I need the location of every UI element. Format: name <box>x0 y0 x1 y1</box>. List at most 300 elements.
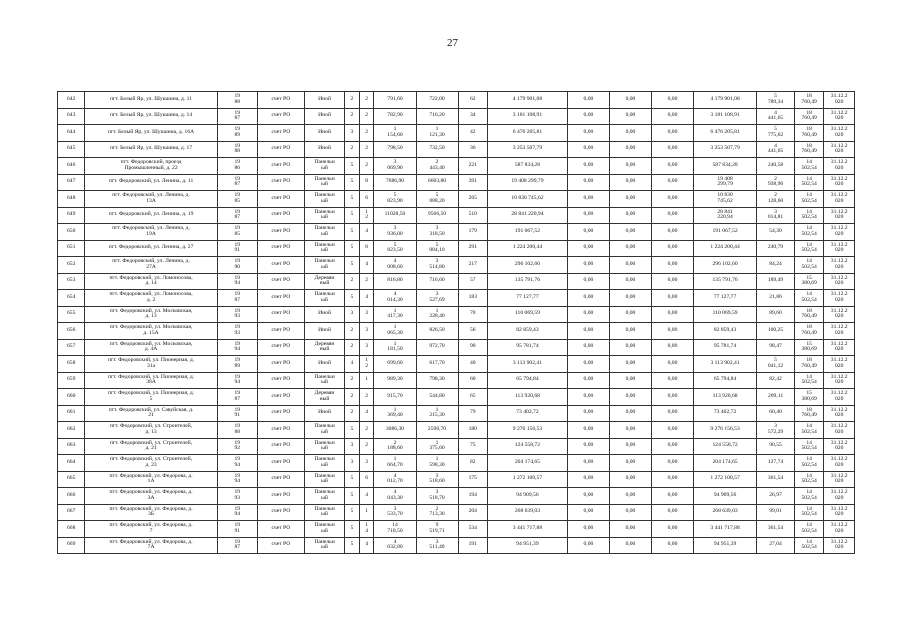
total-cost-cell: 95 781,74 <box>487 339 567 356</box>
row-number-cell: 654 <box>58 290 85 307</box>
total-cost-cell: 6 476 205,81 <box>487 125 567 142</box>
limit-cost-per-sqm-cell: 18 760,49 <box>794 141 823 158</box>
total-cost-cell: 65 794,84 <box>487 372 567 389</box>
residents-cell: 90 <box>458 339 487 356</box>
cost-per-sqm-cell: 361,54 <box>757 471 795 488</box>
floors-cell: 5 <box>345 191 360 208</box>
total-area-cell: 3 533,70 <box>374 504 416 521</box>
year-built-cell: 19 87 <box>217 389 257 406</box>
floors-cell: 5 <box>345 240 360 257</box>
living-area-cell: 2596,70 <box>416 422 458 439</box>
federal-funds-cell: 0,00 <box>567 125 609 142</box>
regional-funds-cell: 0,00 <box>609 438 651 455</box>
total-area-cell: 5 823,90 <box>374 191 416 208</box>
local-funds-cell: 0,00 <box>651 273 693 290</box>
living-area-cell: 716,60 <box>416 273 458 290</box>
local-funds-cell: 0,00 <box>651 158 693 175</box>
row-number-cell: 666 <box>58 488 85 505</box>
floors-cell: 5 <box>345 174 360 191</box>
local-funds-cell: 0,00 <box>651 92 693 109</box>
floors-cell: 2 <box>345 389 360 406</box>
living-area-cell: 1 228,40 <box>416 306 458 323</box>
total-cost-cell: 135 791,76 <box>487 273 567 290</box>
local-funds-cell: 0,00 <box>651 537 693 554</box>
total-area-cell: 1 065,30 <box>374 323 416 340</box>
local-funds-cell: 0,00 <box>651 323 693 340</box>
floors-cell: 5 <box>345 537 360 554</box>
living-area-cell: 3 514,80 <box>416 257 458 274</box>
limit-cost-per-sqm-cell: 14 502,54 <box>794 438 823 455</box>
owner-funds-cell: 95 781,74 <box>694 339 757 356</box>
total-cost-cell: 3 113 902,41 <box>487 356 567 373</box>
entrances-cell: 1 <box>359 504 374 521</box>
total-area-cell: 3 069,90 <box>374 158 416 175</box>
address-cell: пгт. Федоровский, ул. Московская, д. 13 <box>85 306 217 323</box>
living-area-cell: 6603,80 <box>416 174 458 191</box>
total-cost-cell: 587 834,28 <box>487 158 567 175</box>
table-row <box>58 191 855 208</box>
entrances-cell: 4 <box>359 537 374 554</box>
address-cell: пгт. Федоровский, ул. Ленина, д. 13А <box>85 191 217 208</box>
total-area-cell: 1 154,60 <box>374 125 416 142</box>
regional-funds-cell: 0,00 <box>609 422 651 439</box>
entrances-cell: 1 <box>359 372 374 389</box>
address-cell: пгт. Федоровский, ул. Ленина, д. 19А <box>85 224 217 241</box>
owner-funds-cell: 1 272 100,57 <box>694 471 757 488</box>
year-built-cell: 19 85 <box>217 224 257 241</box>
planned-completion-date-cell: 31.12.2 020 <box>824 339 855 356</box>
owner-funds-cell: 10 830 745,62 <box>694 191 757 208</box>
local-funds-cell: 0,00 <box>651 257 693 274</box>
fund-method-cell: счет РО <box>257 240 304 257</box>
cost-per-sqm-cell: 99,01 <box>757 504 795 521</box>
owner-funds-cell: 191 067,52 <box>694 224 757 241</box>
limit-cost-per-sqm-cell: 15 380,69 <box>794 273 823 290</box>
federal-funds-cell: 0,00 <box>567 422 609 439</box>
fund-method-cell: счет РО <box>257 537 304 554</box>
table-row <box>58 389 855 406</box>
table-row <box>58 141 855 158</box>
limit-cost-per-sqm-cell: 14 502,54 <box>794 471 823 488</box>
federal-funds-cell: 0,00 <box>567 273 609 290</box>
address-cell: пгт. Федоровский, ул. Савуйская, д. 21 <box>85 405 217 422</box>
regional-funds-cell: 0,00 <box>609 125 651 142</box>
residents-cell: 175 <box>458 471 487 488</box>
owner-funds-cell: 3 181 108,91 <box>694 108 757 125</box>
living-area-cell: 798,30 <box>416 372 458 389</box>
living-area-cell: 722,00 <box>416 92 458 109</box>
owner-funds-cell: 124 558,72 <box>694 438 757 455</box>
total-cost-cell: 124 558,72 <box>487 438 567 455</box>
row-number-cell: 650 <box>58 224 85 241</box>
total-cost-cell: 19 408 299,79 <box>487 174 567 191</box>
local-funds-cell: 0,00 <box>651 438 693 455</box>
living-area-cell: 3 511,40 <box>416 537 458 554</box>
cost-per-sqm-cell: 189,49 <box>757 273 795 290</box>
row-number-cell: 660 <box>58 389 85 406</box>
row-number-cell: 661 <box>58 405 85 422</box>
row-number-cell: 652 <box>58 257 85 274</box>
total-cost-cell: 94 909,56 <box>487 488 567 505</box>
regional-funds-cell: 0,00 <box>609 191 651 208</box>
federal-funds-cell: 0,00 <box>567 537 609 554</box>
table-row <box>58 108 855 125</box>
federal-funds-cell: 0,00 <box>567 323 609 340</box>
federal-funds-cell: 0,00 <box>567 356 609 373</box>
floors-cell: 5 <box>345 488 360 505</box>
federal-funds-cell: 0,00 <box>567 207 609 224</box>
year-built-cell: 19 92 <box>217 438 257 455</box>
planned-completion-date-cell: 31.12.2 020 <box>824 306 855 323</box>
cost-per-sqm-cell: 2 128,60 <box>757 191 795 208</box>
wall-material-cell: Панельн ый <box>305 422 345 439</box>
total-area-cell: 798,50 <box>374 141 416 158</box>
table-row <box>58 125 855 142</box>
planned-completion-date-cell: 31.12.2 020 <box>824 108 855 125</box>
living-area-cell: 826,50 <box>416 323 458 340</box>
total-cost-cell: 110 069,59 <box>487 306 567 323</box>
limit-cost-per-sqm-cell: 14 502,54 <box>794 207 823 224</box>
floors-cell: 5 <box>345 257 360 274</box>
table-row <box>58 323 855 340</box>
residents-cell: 57 <box>458 273 487 290</box>
federal-funds-cell: 0,00 <box>567 455 609 472</box>
local-funds-cell: 0,00 <box>651 141 693 158</box>
wall-material-cell: Панельн ый <box>305 191 345 208</box>
address-cell: пгт. Федоровский, ул. Ломоносова, д. 2 <box>85 290 217 307</box>
limit-cost-per-sqm-cell: 14 502,54 <box>794 240 823 257</box>
page-number: 27 <box>447 37 458 49</box>
regional-funds-cell: 0,00 <box>609 372 651 389</box>
federal-funds-cell: 0,00 <box>567 290 609 307</box>
fund-method-cell: счет РО <box>257 488 304 505</box>
fund-method-cell: счет РО <box>257 455 304 472</box>
local-funds-cell: 0,00 <box>651 174 693 191</box>
wall-material-cell: Панельн ый <box>305 290 345 307</box>
residents-cell: 534 <box>458 521 487 538</box>
cost-per-sqm-cell: 98,47 <box>757 339 795 356</box>
federal-funds-cell: 0,00 <box>567 92 609 109</box>
row-number-cell: 657 <box>58 339 85 356</box>
cost-per-sqm-cell: 2 938,96 <box>757 174 795 191</box>
year-built-cell: 19 87 <box>217 290 257 307</box>
local-funds-cell: 0,00 <box>651 356 693 373</box>
living-area-cell: 9 519,71 <box>416 521 458 538</box>
table-row <box>58 158 855 175</box>
floors-cell: 5 <box>345 158 360 175</box>
row-number-cell: 649 <box>58 207 85 224</box>
total-area-cell: 1 181,50 <box>374 339 416 356</box>
limit-cost-per-sqm-cell: 14 502,54 <box>794 422 823 439</box>
planned-completion-date-cell: 31.12.2 020 <box>824 455 855 472</box>
row-number-cell: 643 <box>58 108 85 125</box>
table-row <box>58 356 855 373</box>
total-cost-cell: 3 441 717,88 <box>487 521 567 538</box>
fund-method-cell: счет РО <box>257 356 304 373</box>
limit-cost-per-sqm-cell: 18 760,49 <box>794 356 823 373</box>
owner-funds-cell: 110 069,59 <box>694 306 757 323</box>
owner-funds-cell: 82 859,43 <box>694 323 757 340</box>
planned-completion-date-cell: 31.12.2 020 <box>824 422 855 439</box>
entrances-cell: 2 <box>359 422 374 439</box>
fund-method-cell: счет РО <box>257 257 304 274</box>
total-area-cell: 4 008,60 <box>374 257 416 274</box>
wall-material-cell: Панельн ый <box>305 224 345 241</box>
row-number-cell: 644 <box>58 125 85 142</box>
living-area-cell: 972,70 <box>416 339 458 356</box>
residents-cell: 194 <box>458 488 487 505</box>
total-area-cell: 989,30 <box>374 372 416 389</box>
wall-material-cell: Панельн ый <box>305 504 345 521</box>
fund-method-cell: счет РО <box>257 422 304 439</box>
planned-completion-date-cell: 31.12.2 020 <box>824 323 855 340</box>
row-number-cell: 646 <box>58 158 85 175</box>
local-funds-cell: 0,00 <box>651 422 693 439</box>
total-cost-cell: 191 067,52 <box>487 224 567 241</box>
local-funds-cell: 0,00 <box>651 224 693 241</box>
address-cell: пгт. Федоровский, ул. Федорова, д. 3Б <box>85 504 217 521</box>
living-area-cell: 2 443,40 <box>416 158 458 175</box>
planned-completion-date-cell: 31.12.2 020 <box>824 504 855 521</box>
living-area-cell: 3 527,69 <box>416 290 458 307</box>
planned-completion-date-cell: 31.12.2 020 <box>824 389 855 406</box>
local-funds-cell: 0,00 <box>651 471 693 488</box>
total-area-cell: 11028,50 <box>374 207 416 224</box>
entrances-cell: 1 2 <box>359 356 374 373</box>
table-row <box>58 339 855 356</box>
year-built-cell: 19 90 <box>217 257 257 274</box>
table-row <box>58 207 855 224</box>
cost-per-sqm-cell: 90,55 <box>757 438 795 455</box>
living-area-cell: 5 088,20 <box>416 191 458 208</box>
register-rows <box>58 92 855 554</box>
entrances-cell: 6 <box>359 471 374 488</box>
entrances-cell: 4 <box>359 488 374 505</box>
owner-funds-cell: 296 102,60 <box>694 257 757 274</box>
regional-funds-cell: 0,00 <box>609 273 651 290</box>
floors-cell: 4 <box>345 356 360 373</box>
year-built-cell: 19 91 <box>217 405 257 422</box>
fund-method-cell: счет РО <box>257 125 304 142</box>
year-built-cell: 19 88 <box>217 92 257 109</box>
living-area-cell: 544,80 <box>416 389 458 406</box>
planned-completion-date-cell: 31.12.2 020 <box>824 174 855 191</box>
limit-cost-per-sqm-cell: 14 502,54 <box>794 504 823 521</box>
floors-cell: 5 <box>345 290 360 307</box>
fund-method-cell: счет РО <box>257 191 304 208</box>
total-cost-cell: 4 179 901,08 <box>487 92 567 109</box>
residents-cell: 217 <box>458 257 487 274</box>
row-number-cell: 642 <box>58 92 85 109</box>
cost-per-sqm-cell: 5 775,62 <box>757 125 795 142</box>
planned-completion-date-cell: 31.12.2 020 <box>824 471 855 488</box>
total-cost-cell: 82 859,43 <box>487 323 567 340</box>
fund-method-cell: счет РО <box>257 323 304 340</box>
fund-method-cell: счет РО <box>257 521 304 538</box>
cost-per-sqm-cell: 84,24 <box>757 257 795 274</box>
wall-material-cell: Панельн ый <box>305 174 345 191</box>
cost-per-sqm-cell: 240,79 <box>757 240 795 257</box>
cost-per-sqm-cell: 54,30 <box>757 224 795 241</box>
fund-method-cell: счет РО <box>257 438 304 455</box>
cost-per-sqm-cell: 5 041,12 <box>757 356 795 373</box>
federal-funds-cell: 0,00 <box>567 471 609 488</box>
federal-funds-cell: 0,00 <box>567 488 609 505</box>
entrances-cell: 8 <box>359 174 374 191</box>
federal-funds-cell: 0,00 <box>567 174 609 191</box>
local-funds-cell: 0,00 <box>651 108 693 125</box>
living-area-cell: 1 121,30 <box>416 125 458 142</box>
year-built-cell: 19 88 <box>217 141 257 158</box>
residents-cell: 42 <box>458 125 487 142</box>
total-area-cell: 2 188,60 <box>374 438 416 455</box>
limit-cost-per-sqm-cell: 14 502,54 <box>794 455 823 472</box>
row-number-cell: 662 <box>58 422 85 439</box>
address-cell: пгт. Федоровский, ул. Ломоносова, д. 14 <box>85 273 217 290</box>
planned-completion-date-cell: 31.12.2 020 <box>824 224 855 241</box>
residents-cell: 79 <box>458 405 487 422</box>
address-cell: пгт. Белый Яр, ул. Шукшина, д. 16А <box>85 125 217 142</box>
table-row <box>58 455 855 472</box>
planned-completion-date-cell: 31.12.2 020 <box>824 488 855 505</box>
residents-cell: 60 <box>458 372 487 389</box>
planned-completion-date-cell: 31.12.2 020 <box>824 141 855 158</box>
cost-per-sqm-cell: 27,04 <box>757 537 795 554</box>
regional-funds-cell: 0,00 <box>609 174 651 191</box>
row-number-cell: 658 <box>58 356 85 373</box>
address-cell: пгт. Федоровский, ул. Федорова, д. 7А <box>85 537 217 554</box>
residents-cell: 183 <box>458 290 487 307</box>
local-funds-cell: 0,00 <box>651 521 693 538</box>
residents-cell: 65 <box>458 389 487 406</box>
year-built-cell: 19 87 <box>217 207 257 224</box>
row-number-cell: 667 <box>58 504 85 521</box>
residents-cell: 179 <box>458 224 487 241</box>
entrances-cell: 2 <box>359 92 374 109</box>
limit-cost-per-sqm-cell: 15 380,69 <box>794 339 823 356</box>
floors-cell: 2 <box>345 141 360 158</box>
living-area-cell: 1 375,60 <box>416 438 458 455</box>
fund-method-cell: счет РО <box>257 290 304 307</box>
wall-material-cell: Панельн ый <box>305 158 345 175</box>
wall-material-cell: Панельн ый <box>305 372 345 389</box>
total-area-cell: 816,80 <box>374 273 416 290</box>
total-cost-cell: 10 830 745,62 <box>487 191 567 208</box>
federal-funds-cell: 0,00 <box>567 240 609 257</box>
limit-cost-per-sqm-cell: 14 502,54 <box>794 174 823 191</box>
living-area-cell: 2 713,30 <box>416 504 458 521</box>
total-cost-cell: 3 181 108,91 <box>487 108 567 125</box>
regional-funds-cell: 0,00 <box>609 224 651 241</box>
planned-completion-date-cell: 31.12.2 020 <box>824 356 855 373</box>
fund-method-cell: счет РО <box>257 405 304 422</box>
table-row <box>58 257 855 274</box>
floors-cell: 2 <box>345 339 360 356</box>
fund-method-cell: счет РО <box>257 471 304 488</box>
table-row <box>58 306 855 323</box>
register-table <box>57 91 855 554</box>
living-area-cell: 1 215,30 <box>416 405 458 422</box>
regional-funds-cell: 0,00 <box>609 257 651 274</box>
fund-method-cell: счет РО <box>257 273 304 290</box>
federal-funds-cell: 0,00 <box>567 504 609 521</box>
limit-cost-per-sqm-cell: 15 380,69 <box>794 389 823 406</box>
total-area-cell: 699,60 <box>374 356 416 373</box>
total-area-cell: 14 718,50 <box>374 521 416 538</box>
total-area-cell: 5 823,50 <box>374 240 416 257</box>
residents-cell: 391 <box>458 174 487 191</box>
cost-per-sqm-cell: 4 441,65 <box>757 141 795 158</box>
cost-per-sqm-cell: 89,60 <box>757 306 795 323</box>
total-cost-cell: 28 841 220,94 <box>487 207 567 224</box>
residents-cell: 56 <box>458 323 487 340</box>
regional-funds-cell: 0,00 <box>609 521 651 538</box>
wall-material-cell: Панельн ый <box>305 521 345 538</box>
limit-cost-per-sqm-cell: 14 502,54 <box>794 372 823 389</box>
living-area-cell: 716,20 <box>416 108 458 125</box>
regional-funds-cell: 0,00 <box>609 108 651 125</box>
residents-cell: 510 <box>458 207 487 224</box>
residents-cell: 70 <box>458 306 487 323</box>
cost-per-sqm-cell: 60,40 <box>757 405 795 422</box>
wall-material-cell: Деревян ный <box>305 389 345 406</box>
federal-funds-cell: 0,00 <box>567 438 609 455</box>
table-row <box>58 504 855 521</box>
table-row <box>58 224 855 241</box>
floors-cell: 3 <box>345 455 360 472</box>
entrances-cell: 2 <box>359 273 374 290</box>
wall-material-cell: Панельн ый <box>305 438 345 455</box>
fund-method-cell: счет РО <box>257 504 304 521</box>
year-built-cell: 19 85 <box>217 191 257 208</box>
limit-cost-per-sqm-cell: 14 502,54 <box>794 224 823 241</box>
floors-cell: 5 <box>345 521 360 538</box>
regional-funds-cell: 0,00 <box>609 356 651 373</box>
owner-funds-cell: 6 476 205,81 <box>694 125 757 142</box>
planned-completion-date-cell: 31.12.2 020 <box>824 158 855 175</box>
federal-funds-cell: 0,00 <box>567 108 609 125</box>
year-built-cell: 19 94 <box>217 504 257 521</box>
regional-funds-cell: 0,00 <box>609 306 651 323</box>
fund-method-cell: счет РО <box>257 372 304 389</box>
planned-completion-date-cell: 31.12.2 020 <box>824 537 855 554</box>
address-cell: пгт. Федоровский, ул. Пионерная, д. 31а <box>85 356 217 373</box>
residents-cell: 180 <box>458 422 487 439</box>
limit-cost-per-sqm-cell: 14 502,54 <box>794 537 823 554</box>
year-built-cell: 19 94 <box>217 273 257 290</box>
wall-material-cell: Иной <box>305 141 345 158</box>
table-row <box>58 372 855 389</box>
row-number-cell: 655 <box>58 306 85 323</box>
floors-cell: 5 <box>345 471 360 488</box>
federal-funds-cell: 0,00 <box>567 389 609 406</box>
limit-cost-per-sqm-cell: 14 502,54 <box>794 257 823 274</box>
total-cost-cell: 1 272 100,57 <box>487 471 567 488</box>
row-number-cell: 664 <box>58 455 85 472</box>
federal-funds-cell: 0,00 <box>567 158 609 175</box>
owner-funds-cell: 3 113 902,41 <box>694 356 757 373</box>
owner-funds-cell: 3 253 507,79 <box>694 141 757 158</box>
floors-cell: 5 <box>345 422 360 439</box>
row-number-cell: 668 <box>58 521 85 538</box>
limit-cost-per-sqm-cell: 18 760,49 <box>794 323 823 340</box>
total-cost-cell: 268 639,03 <box>487 504 567 521</box>
fund-method-cell: счет РО <box>257 339 304 356</box>
planned-completion-date-cell: 31.12.2 020 <box>824 405 855 422</box>
entrances-cell: 2 <box>359 389 374 406</box>
entrances-cell: 3 <box>359 306 374 323</box>
floors-cell: 2 <box>345 108 360 125</box>
